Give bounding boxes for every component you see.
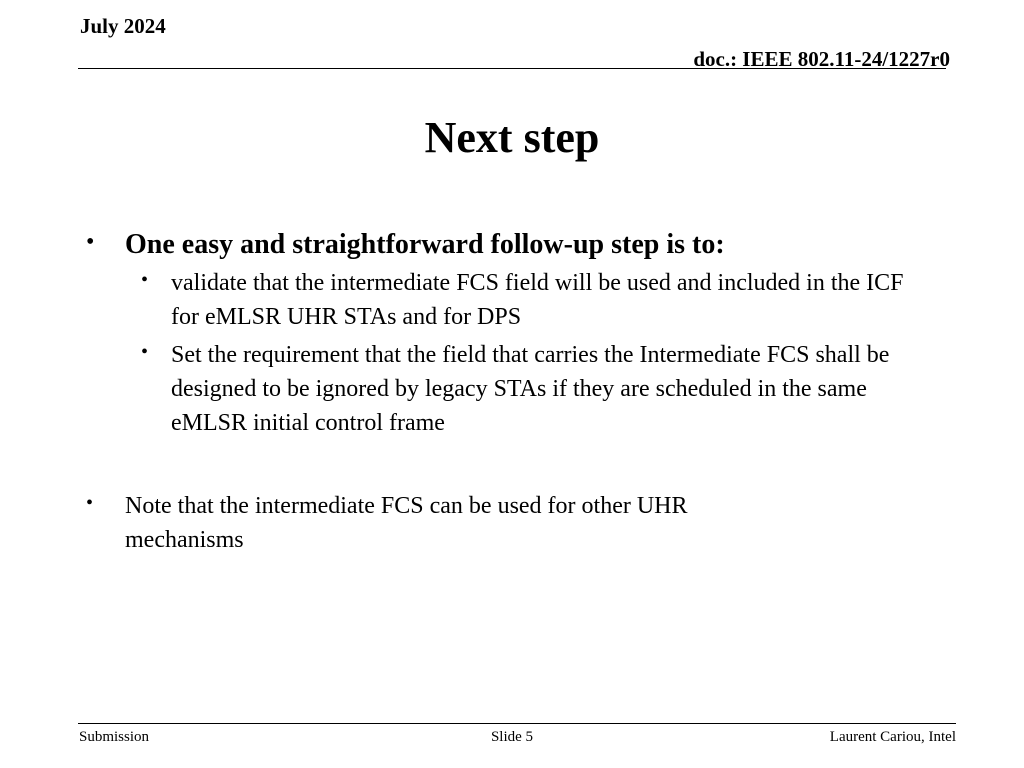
main-bullet-text: One easy and straightforward follow-up step is to: <box>125 229 725 260</box>
bullet-icon: • <box>141 269 149 292</box>
note-bullet <box>86 489 805 557</box>
footer-author: Laurent Cariou, Intel <box>829 729 956 745</box>
sub-bullet-item <box>125 338 931 440</box>
header-date: July 2024 <box>80 14 166 38</box>
note-bullet-text: Note that the intermediate FCS can be used for other UHR mechanisms <box>125 492 688 553</box>
bullet-list <box>86 228 946 557</box>
footer-submission: Submission <box>79 729 150 745</box>
sub-bullet-text: Set the requirement that the field that carries the Intermediate FCS shall be designed to be ignored by legacy STAs if they are scheduled in the same eMLSR initial control frame <box>171 342 890 437</box>
header-divider <box>78 68 946 69</box>
header-doc-id: doc.: IEEE 802.11-24/1227r0 <box>693 47 950 71</box>
sub-bullet-text: validate that the intermediate FCS field will be used and included in the ICF for eMLSR UHR STAs and for DPS <box>171 270 904 331</box>
sub-bullet-item <box>125 266 931 334</box>
main-bullet <box>86 228 946 441</box>
bullet-icon: • <box>86 491 94 514</box>
footer-divider <box>78 723 956 724</box>
sub-bullet-list <box>125 266 946 440</box>
slide-title: Next step <box>424 113 600 162</box>
bullet-icon: • <box>86 229 95 255</box>
bullet-icon: • <box>141 341 149 364</box>
footer-slide-number: Slide 5 <box>490 729 534 745</box>
